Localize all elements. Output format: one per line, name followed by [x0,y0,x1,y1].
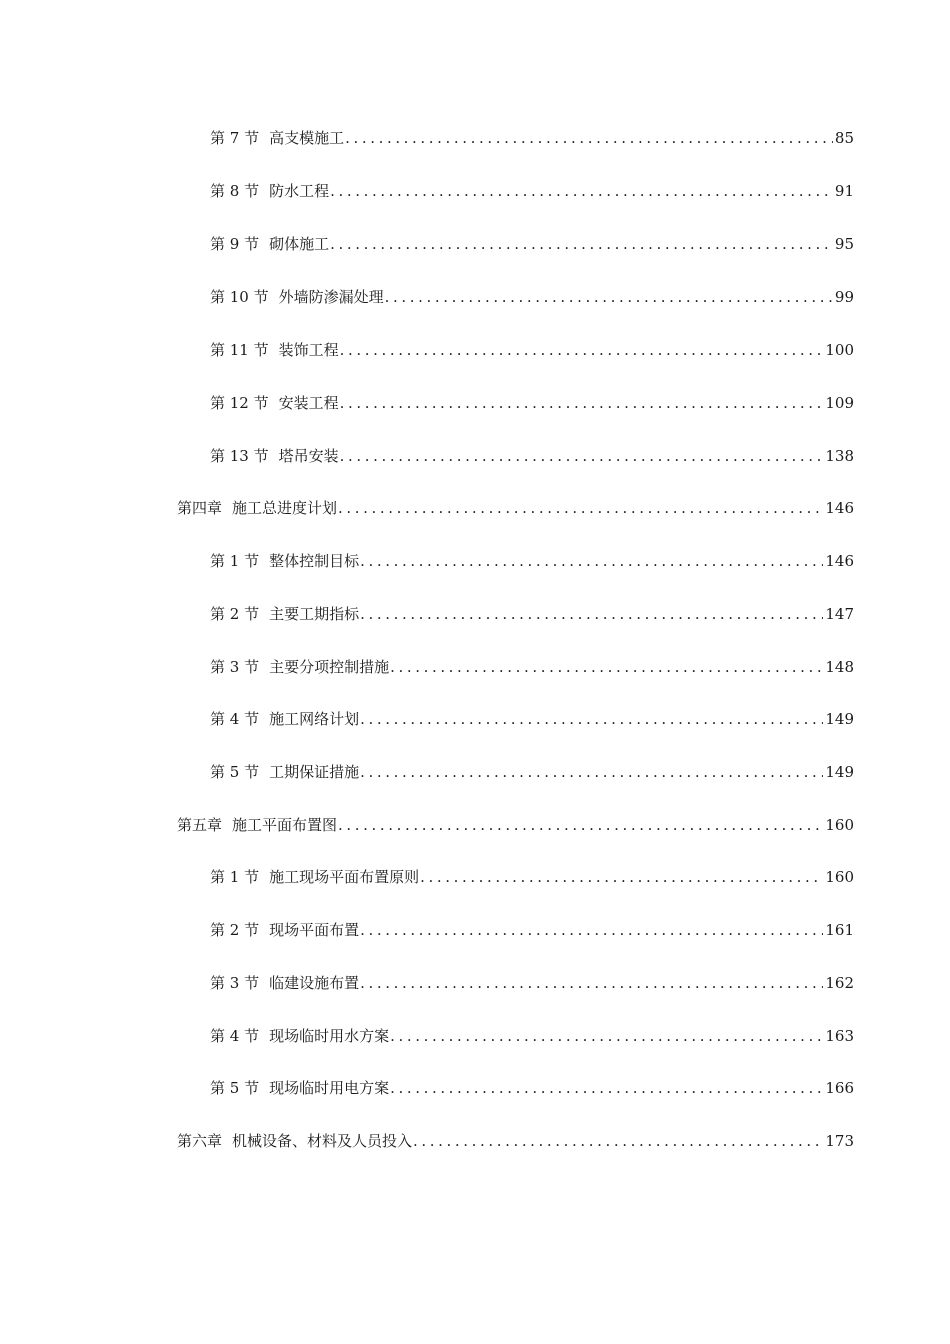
entry-title: 砌体施工 [269,235,330,253]
entry-title: 装饰工程 [278,341,339,359]
entry-number: 第 1 节 [210,552,260,570]
entry-page-number: 85 [834,129,854,147]
entry-title: 高支模施工 [269,129,345,147]
entry-title: 施工平面布置图 [232,816,338,834]
entry-page-number: 109 [825,394,854,412]
entry-number: 第 7 节 [210,129,260,147]
entry-page-number: 161 [825,921,854,939]
dot-leader [340,393,824,413]
toc-entry-chapter[interactable] [177,1131,854,1151]
entry-page-number: 162 [825,974,854,992]
toc-entry-section[interactable] [210,128,854,148]
entry-title: 主要工期指标 [269,605,360,623]
entry-title: 现场平面布置 [269,921,360,939]
toc-entry-section[interactable] [210,867,854,887]
entry-number: 第 5 节 [210,1079,260,1097]
entry-number: 第 1 节 [210,868,260,886]
dot-leader [360,709,823,729]
toc-entry-chapter[interactable] [177,815,854,835]
entry-number: 第 12 节 [210,394,269,412]
dot-leader [338,498,823,518]
entry-number: 第四章 [177,499,223,517]
dot-leader [360,604,823,624]
entry-title: 机械设备、材料及人员投入 [232,1132,413,1150]
entry-title: 施工现场平面布置原则 [269,868,420,886]
entry-page-number: 146 [825,499,854,517]
entry-page-number: 173 [825,1132,854,1150]
entry-number: 第 4 节 [210,710,260,728]
entry-title: 施工网络计划 [269,710,360,728]
entry-page-number: 146 [825,552,854,570]
dot-leader [390,1026,823,1046]
entry-page-number: 149 [825,763,854,781]
entry-page-number: 91 [834,182,854,200]
toc-entry-section[interactable] [210,1078,854,1098]
entry-page-number: 166 [825,1079,854,1097]
dot-leader [360,920,823,940]
entry-number: 第六章 [177,1132,223,1150]
dot-leader [390,657,823,677]
toc-entry-section[interactable] [210,973,854,993]
dot-leader [345,128,833,148]
toc-entry-section[interactable] [210,393,854,413]
entry-number: 第五章 [177,816,223,834]
dot-leader [330,234,833,254]
entry-title: 现场临时用电方案 [269,1079,390,1097]
entry-number: 第 2 节 [210,921,260,939]
toc-entry-section[interactable] [210,709,854,729]
toc-entry-section[interactable] [210,551,854,571]
toc-entry-section[interactable] [210,181,854,201]
entry-page-number: 138 [825,447,854,465]
entry-title: 塔吊安装 [278,447,339,465]
entry-title: 现场临时用水方案 [269,1027,390,1045]
entry-page-number: 160 [825,868,854,886]
entry-page-number: 163 [825,1027,854,1045]
entry-title: 外墙防渗漏处理 [278,288,384,306]
dot-leader [420,867,823,887]
toc-entry-chapter[interactable] [177,498,854,518]
dot-leader [360,551,823,571]
entry-number: 第 3 节 [210,658,260,676]
entry-title: 整体控制目标 [269,552,360,570]
entry-number: 第 11 节 [210,341,269,359]
toc-entry-section[interactable] [210,1026,854,1046]
entry-number: 第 13 节 [210,447,269,465]
dot-leader [390,1078,823,1098]
toc-entry-section[interactable] [210,446,854,466]
entry-number: 第 2 节 [210,605,260,623]
entry-title: 临建设施布置 [269,974,360,992]
dot-leader [340,340,824,360]
entry-page-number: 148 [825,658,854,676]
entry-title: 工期保证措施 [269,763,360,781]
dot-leader [385,287,833,307]
entry-page-number: 95 [834,235,854,253]
entry-number: 第 3 节 [210,974,260,992]
dot-leader [413,1131,823,1151]
entry-page-number: 100 [825,341,854,359]
toc-entry-section[interactable] [210,340,854,360]
dot-leader [360,973,823,993]
entry-number: 第 10 节 [210,288,269,306]
toc-entry-section[interactable] [210,604,854,624]
entry-title: 施工总进度计划 [232,499,338,517]
entry-page-number: 160 [825,816,854,834]
entry-number: 第 9 节 [210,235,260,253]
dot-leader [338,815,823,835]
entry-page-number: 99 [834,288,854,306]
entry-number: 第 4 节 [210,1027,260,1045]
entry-page-number: 147 [825,605,854,623]
toc-entry-section[interactable] [210,920,854,940]
toc-entry-section[interactable] [210,234,854,254]
dot-leader [330,181,833,201]
entry-number: 第 8 节 [210,182,260,200]
dot-leader [340,446,824,466]
toc-entry-section[interactable] [210,287,854,307]
entry-title: 防水工程 [269,182,330,200]
entry-page-number: 149 [825,710,854,728]
toc-entry-section[interactable] [210,657,854,677]
entry-title: 主要分项控制措施 [269,658,390,676]
entry-title: 安装工程 [278,394,339,412]
dot-leader [360,762,823,782]
entry-number: 第 5 节 [210,763,260,781]
toc-entry-section[interactable] [210,762,854,782]
